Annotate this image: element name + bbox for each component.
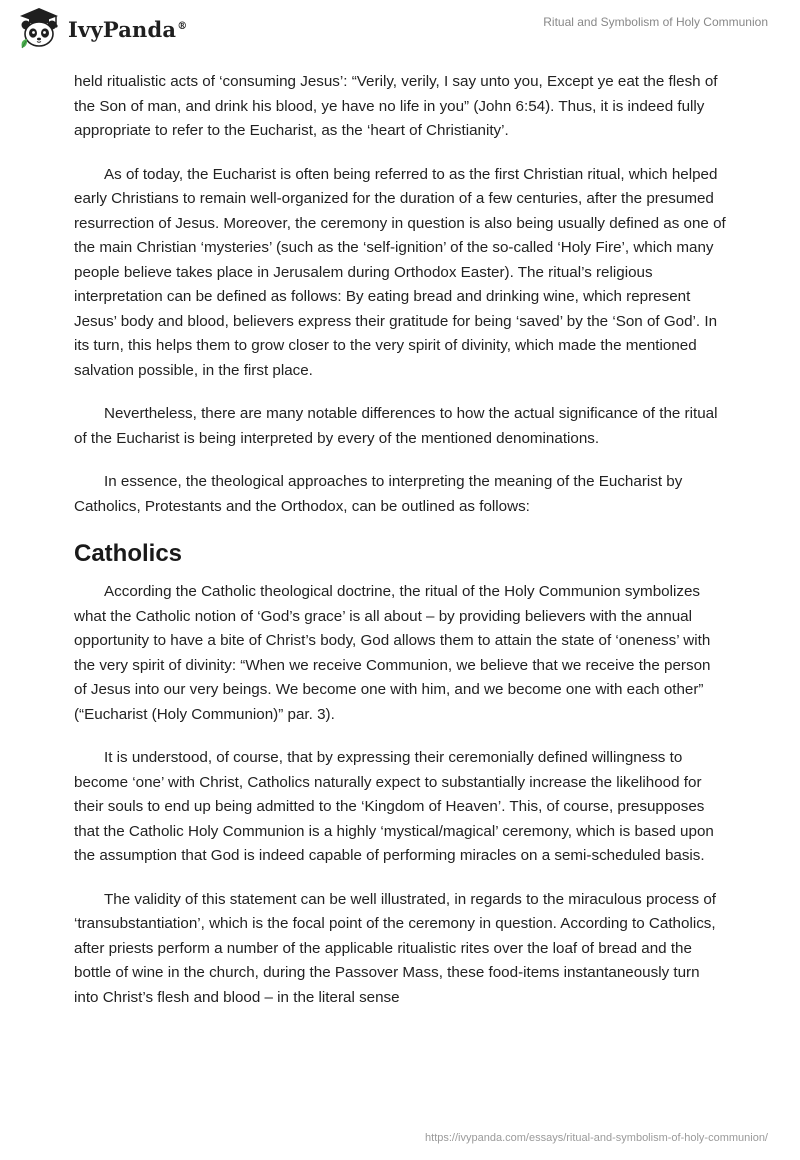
essay-content bbox=[74, 70, 726, 1029]
panda-graduate-logo-icon bbox=[16, 6, 62, 52]
paragraph-7: The validity of this statement can be well illustrated, in regards to the miraculous process of ‘transubstantiation’, which is the focal point of the ceremony in question. According to Catholics, after priests perform a number of the applicable ritualistic rites over the loaf of bread and the bottle of wine in the church, during the Passover Mass, these food-items instantaneously turn into Christ’s flesh and blood – in the literal sense bbox=[74, 890, 717, 1006]
paragraph-3: Nevertheless, there are many notable differences to how the actual significance of the ritual of the Eucharist is being interpreted by every of the mentioned denominations. bbox=[74, 405, 718, 447]
paragraph-1: held ritualistic acts of ‘consuming Jesus’: “Verily, verily, I say unto you, Except ye eat the flesh of the Son of man, and drink his blood, ye have no life in you” (John 6:54). Thus, it is indeed fully appropriate to refer to the Eucharist, as the ‘heart of Christianity’. bbox=[74, 73, 718, 139]
paragraph-4: In essence, the theological approaches to interpreting the meaning of the Eucharist by Catholics, Protestants and the Orthodox, can be outlined as follows: bbox=[74, 473, 683, 515]
paragraph-2: As of today, the Eucharist is often being referred to as the first Christian ritual, which helped early Christians to remain well-organized for the duration of a few centuries, after the presumed resurrection of Jesus. Moreover, the ceremony in question is also being usually defined as one of the main Christian ‘mysteries’ (such as the ‘self-ignition’ of the so-called ‘Holy Fire’, which many people believe takes place in Jerusalem during Orthodox Easter). The ritual’s religious interpretation can be defined as follows: By eating bread and drinking wine, which represent Jesus’ body and blood, believers express their gratitude for being ‘saved’ by the ‘Son of God’. In its turn, this helps them to grow closer to the very spirit of divinity, which made the mentioned salvation possible, in the first place. bbox=[74, 165, 726, 379]
paragraph-6: It is understood, of course, that by expressing their ceremonially defined willingness to become ‘one’ with Christ, Catholics naturally expect to substantially increase the likelihood for their souls to end up being admitted to the ‘Kingdom of Heaven’. This, of course, presupposes that the Catholic Holy Communion is a highly ‘mystical/magical’ ceremony, which is based upon the assumption that God is indeed capable of performing miracles on a semi-scheduled basis. bbox=[74, 749, 714, 864]
paragraph-5: According the Catholic theological doctrine, the ritual of the Holy Communion symbolizes what the Catholic notion of ‘God’s grace’ is all about – by providing believers with the annual opportunity to have a bite of Christ’s body, God allows them to attain the state of ‘oneness’ with the very spirit of divinity: “When we receive Communion, we believe that we receive the person of Jesus into our very beings. We become one with him, and we become one with each other” (“Eucharist (Holy Communion)” par. 3). bbox=[74, 583, 711, 723]
section-heading-catholics: Catholics bbox=[74, 540, 183, 567]
logo-wordmark: IvyPanda® bbox=[68, 16, 188, 42]
ivypanda-logo[interactable] bbox=[16, 6, 187, 52]
document-title: Ritual and Symbolism of Holy Communion bbox=[543, 15, 768, 29]
page-header bbox=[0, 0, 800, 60]
source-url[interactable]: https://ivypanda.com/essays/ritual-and-symbolism-of-holy-communion/ bbox=[425, 1132, 768, 1144]
